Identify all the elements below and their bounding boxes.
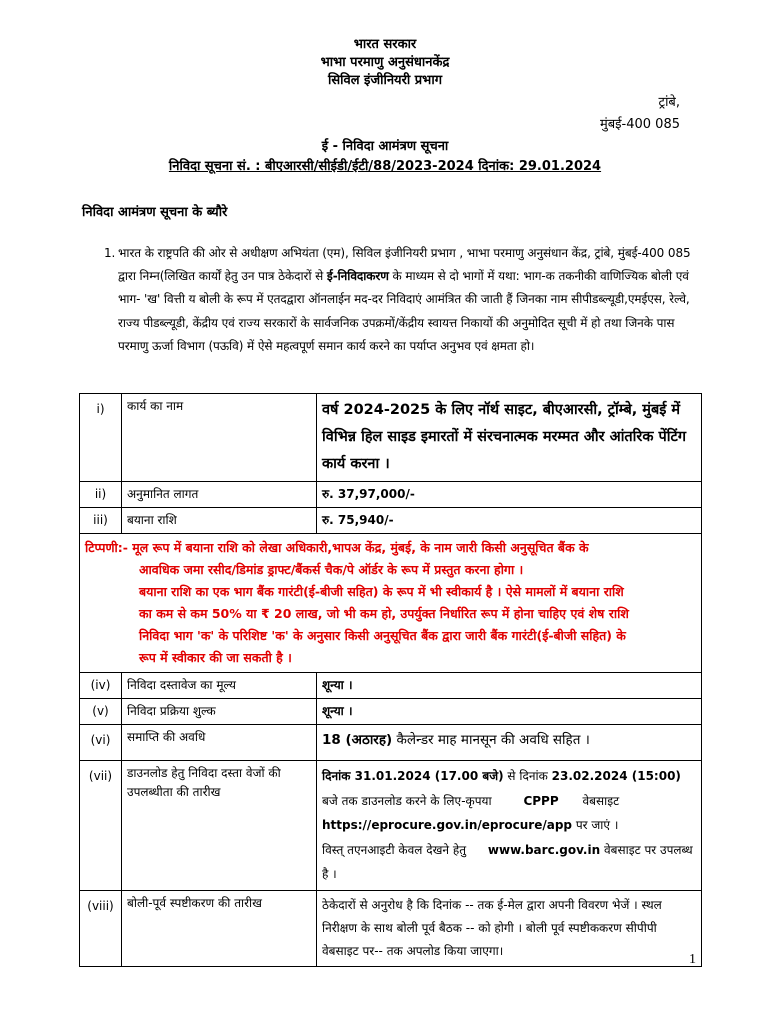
- cppp-label: CPPP: [523, 793, 559, 808]
- note-line: निविदा भाग 'क' के परिशिष्ट 'क' के अनुसार किसी अनुसूचित बैंक द्वारा जारी बैंक गारंटी(ई-बीजी सहित) के: [139, 628, 626, 643]
- earnest-money: रु. 75,940/-: [317, 508, 702, 534]
- note-line: का कम से कम 50% या ₹ 20 लाख, जो भी कम हो, उपर्युक्त निर्धारित रूप में होना चाहिए एवं शेष राशि: [139, 606, 629, 621]
- place-line2: मुंबई-400 085: [599, 117, 680, 132]
- table-row: [80, 725, 702, 761]
- download-text: पर जाएं ।: [575, 818, 619, 832]
- completion-period: [317, 725, 702, 761]
- row-number: (viii): [80, 890, 122, 966]
- document-cost: शून्या ।: [317, 673, 702, 699]
- para-text-continued: के माध्यम से दो भागों में यथा: भाग-क तकनीकी वाणिज्यिक बोली एवं भाग- 'ख' वित्ती य बोली के रूप में एतदद्वारा ऑनलाईन मद-दर निविदाएं आमंत्रित की जाती हैं जिनका नाम सीपीडब्ल्यूडी,एमईएस, रेल्वे, राज्य पीडब्ल्यूडी, केंद्रीय एवं राज्य सरकारों के सार्वजनिक उपक्रमों/केंद्रीय स्वायत्त निकायों की अनुमोदित सूची में हो तथा जिनके पास परमाणु ऊर्जा विभाग (पऊवि) में ऐसे महत्वपूर्ण समान कार्य करने का पर्याप्त अनुभव एवं क्षमता हो।: [118, 269, 690, 353]
- notice-title: ई - निविदा आमंत्रण सूचना: [321, 139, 449, 154]
- download-text: बजे तक डाउनलोड करने के लिए-कृपया: [322, 793, 492, 808]
- row-number: iii): [80, 508, 122, 534]
- row-number: ii): [80, 482, 122, 508]
- download-dates: [317, 761, 702, 891]
- note-line: आवधिक जमा रसीद/डिमांड ड्राफ्ट/बैंकर्स चैक/पे ऑर्डर के रूप में प्रस्तुत करना होगा ।: [139, 562, 524, 577]
- tender-details-table: [79, 393, 702, 967]
- header-division: सिविल इंजीनियरी प्रभाग: [327, 73, 443, 88]
- row-number: (vi): [80, 725, 122, 761]
- row-label: अनुमानित लागत: [122, 482, 317, 508]
- eprocure-link[interactable]: https://eprocure.gov.in/eprocure/app: [322, 818, 573, 832]
- table-row: [80, 534, 702, 673]
- table-row: [80, 673, 702, 699]
- period-months: 18 (अठारह): [322, 732, 393, 748]
- row-label: डाउनलोड हेतु निविदा दस्ता वेजों की उपलब्धीता की तारीख: [122, 761, 317, 891]
- note-cell: [80, 534, 702, 673]
- processing-fee: शून्या ।: [317, 699, 702, 725]
- table-row: [80, 890, 702, 966]
- prebid-clarification: ठेकेदारों से अनुरोध है कि दिनांक -- तक ई-मेल द्वारा अपनी विवरण भेजें । स्थल निरीक्षण के साथ बोली पूर्व बैठक -- को होगी । बोली पूर्व स्पष्टीककरण सीपीपी वेबसाइट पर-- तक अपलोड किया जाएगा।: [317, 890, 702, 966]
- work-name: वर्ष 2024-2025 के लिए नॉर्थ साइट, बीएआरसी, ट्रॉम्बे, मुंबई में विभिन्न हिल साइड इमारतों में संरचनात्मक मरम्मत और आंतरिक पेंटिंग कार्य करना ।: [317, 394, 702, 482]
- para-bold-term: ई-निविदाकरण: [326, 269, 389, 284]
- table-row: [80, 508, 702, 534]
- note-line: रूप में स्वीकार की जा सकती है ।: [139, 650, 292, 665]
- notice-reference: निविदा सूचना सं. : बीएआरसी/सीईडी/ईटी/88/2023-2024 दिनांक: 29.01.2024: [168, 159, 602, 174]
- place-line1: ट्रांबे,: [658, 95, 680, 110]
- intro-paragraph: [104, 242, 698, 358]
- row-number: (iv): [80, 673, 122, 699]
- download-text: वेबसाइट: [582, 793, 620, 808]
- row-label: समाप्ति की अवधि: [122, 725, 317, 761]
- note-line: बयाना राशि का एक भाग बैंक गारंटी(ई-बीजी सहित) के रूप में भी स्वीकार्य है । ऐसे मामलों में बयाना राशि: [139, 584, 624, 599]
- para-number: 1.: [104, 246, 116, 260]
- para-text: भारत के राष्ट्रपति की ओर से अधीक्षण अभियंता (एम), सिविल इंजीनियरी प्रभाग , भाभा परमाणु अनुसंधान केंद्र, ट्रांबे, मुंबई-400 085 द्वारा निम्न(लिखित कार्यों हेतु उन पात्र ठेकेदारों से: [118, 246, 691, 284]
- row-label: कार्य का नाम: [122, 394, 317, 482]
- row-number: (vii): [80, 761, 122, 891]
- download-start: दिनांक 31.01.2024 (17.00 बजे): [322, 769, 504, 783]
- header-govt: भारत सरकार: [353, 37, 417, 52]
- row-number: i): [80, 394, 122, 482]
- page-number: 1: [689, 952, 696, 967]
- download-end: 23.02.2024 (15:00): [551, 769, 681, 783]
- download-text: विस्त् तएनआइटी केवल देखने हेतु: [322, 842, 467, 857]
- row-label: बोली-पूर्व स्पष्टीकरण की तारीख: [122, 890, 317, 966]
- row-number: (v): [80, 699, 122, 725]
- barc-link[interactable]: www.barc.gov.in: [487, 842, 601, 857]
- header-org: भाभा परमाणु अनुसंधानकेंद्र: [320, 55, 450, 70]
- table-row: [80, 761, 702, 891]
- row-label: बयाना राशि: [122, 508, 317, 534]
- table-row: [80, 482, 702, 508]
- estimated-cost: रु. 37,97,000/-: [317, 482, 702, 508]
- row-label: निविदा दस्तावेज का मूल्य: [122, 673, 317, 699]
- table-row: [80, 699, 702, 725]
- period-text: कैलेन्डर माह मानसून की अवधि सहित ।: [396, 732, 590, 748]
- note-line: टिप्पणी:- मूल रूप में बयाना राशि को लेखा अधिकारी,भापअ केंद्र, मुंबई, के नाम जारी किसी अनुसूचित बैंक के: [85, 540, 589, 555]
- row-label: निविदा प्रक्रिया शुल्क: [122, 699, 317, 725]
- section-title: निविदा आमंत्रण सूचना के ब्यौरे: [82, 205, 228, 220]
- table-row: [80, 394, 702, 482]
- download-text: से दिनांक: [507, 769, 548, 783]
- download-text: वेबसाइट पर उपलब्ध है ।: [322, 842, 693, 881]
